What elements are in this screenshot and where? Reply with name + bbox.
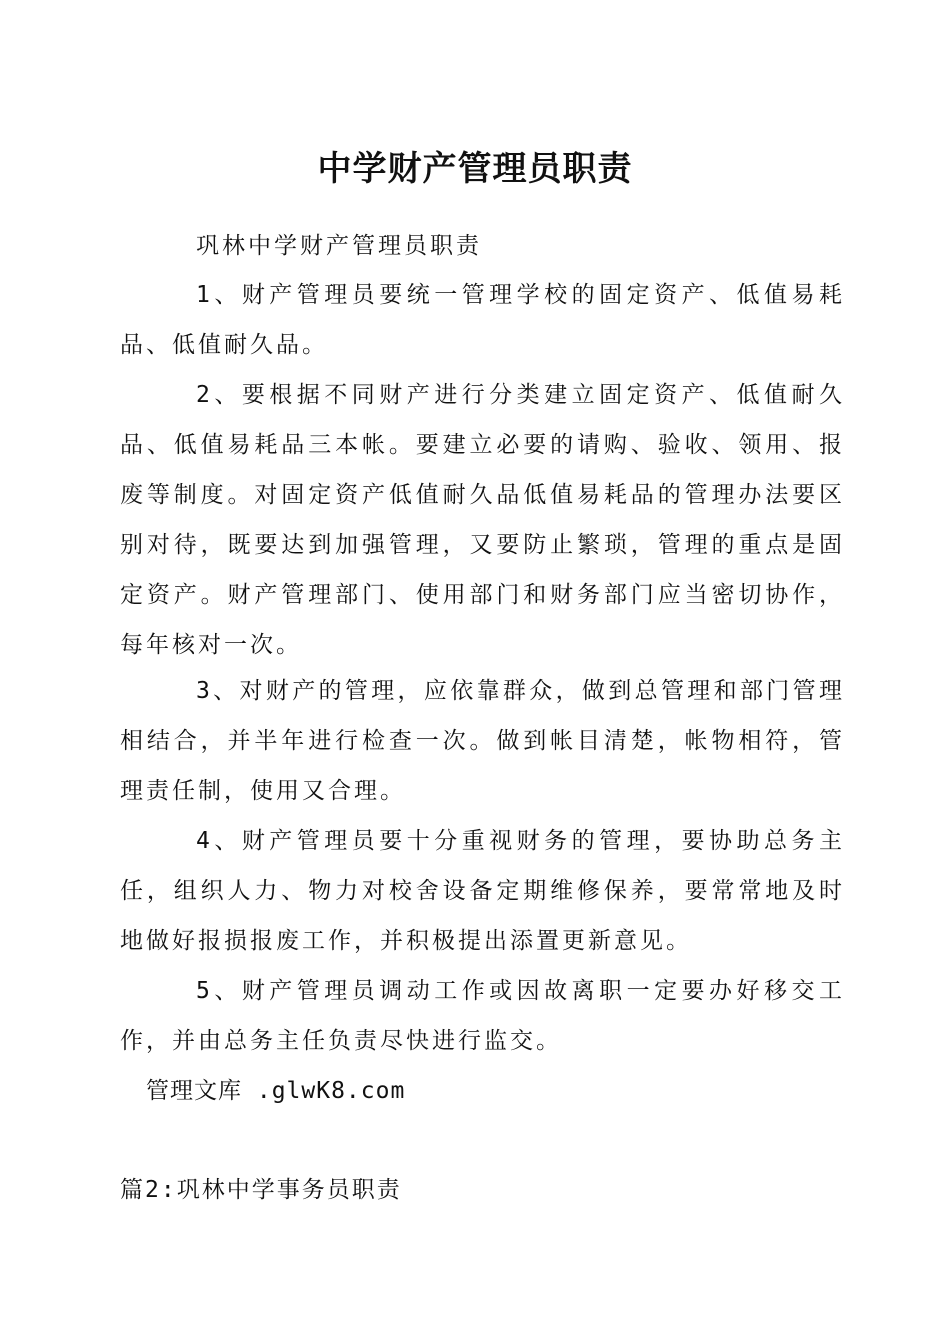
paragraph-4: 4、财产管理员要十分重视财务的管理，要协助总务主任，组织人力、物力对校舍设备定期维修保养，要常常地及时地做好报损报废工作，并积极提出添置更新意见。: [120, 828, 845, 954]
paragraph-3: 3、对财产的管理，应依靠群众，做到总管理和部门管理相结合，并半年进行检查一次。做到帐目清楚，帐物相符，管理责任制，使用又合理。: [120, 678, 845, 804]
document-title: 中学财产管理员职责: [317, 149, 633, 189]
document-subtitle: 巩林中学财产管理员职责: [196, 233, 482, 259]
source-note: 管理文库 .glwK8.com: [146, 1078, 406, 1104]
paragraph-2: 2、要根据不同财产进行分类建立固定资产、低值耐久品、低值易耗品三本帐。要建立必要的请购、验收、领用、报废等制度。对固定资产低值耐久品低值易耗品的管理办法要区别对待，既要达到加强管理，又要防止繁琐，管理的重点是固定资产。财产管理部门、使用部门和财务部门应当密切协作，每年核对一次。: [120, 382, 845, 658]
next-chapter-heading: 篇2:巩林中学事务员职责: [120, 1177, 402, 1203]
paragraph-5: 5、财产管理员调动工作或因故离职一定要办好移交工作，并由总务主任负责尽快进行监交。: [120, 978, 845, 1054]
paragraph-1: 1、财产管理员要统一管理学校的固定资产、低值易耗品、低值耐久品。: [120, 282, 845, 358]
